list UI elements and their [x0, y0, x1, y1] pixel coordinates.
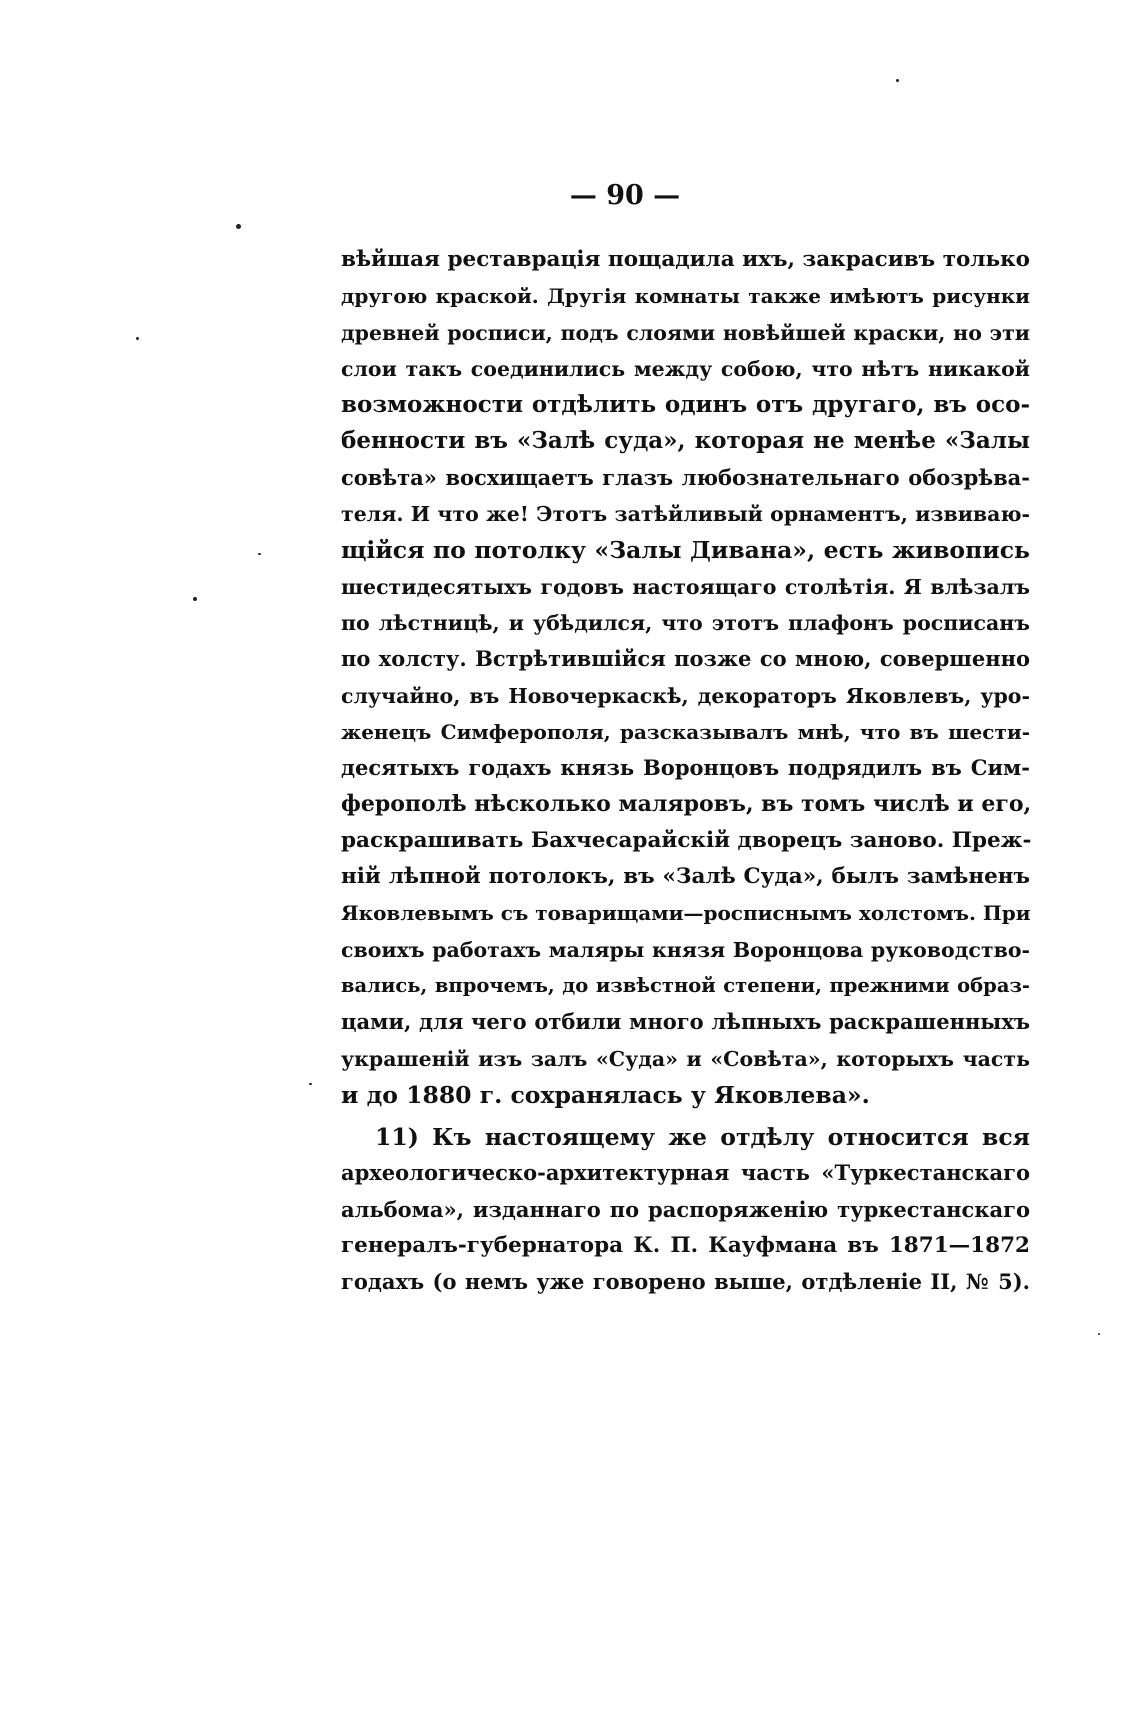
text-line: своихъ работахъ маляры князя Воронцова руководство-: [341, 937, 1030, 962]
paragraph-1: [341, 242, 1030, 1113]
text-line: генералъ-губернатора К. П. Кауфмана въ 1871—1872: [341, 1233, 1030, 1259]
text-line: по лѣстницѣ, и убѣдился, что этотъ плафонъ росписанъ: [341, 610, 1030, 635]
text-line: теля. И что же! Этотъ затѣйливый орнаментъ, извиваю-: [341, 502, 1030, 527]
scan-speck: [236, 224, 241, 229]
text-line: 11) Къ настоящему же отдѣлу относится вся: [375, 1123, 1030, 1152]
text-line: альбома», изданнаго по распоряженію туркестанскаго: [341, 1196, 1030, 1222]
scan-speck: [896, 79, 899, 82]
text-line: возможности отдѣлить одинъ отъ другаго, въ осо-: [341, 391, 1030, 419]
text-line: совѣта» восхищаетъ глазъ любознательнаго обозрѣва-: [341, 464, 1030, 490]
body-text: [341, 242, 1030, 1301]
text-line: щійся по потолку «Залы Дивана», есть живопись: [341, 536, 1030, 565]
scan-speck: [193, 597, 197, 601]
page-number: — 90 —: [569, 180, 681, 211]
text-line: Яковлевымъ съ товарищами—росписнымъ холстомъ. При: [341, 901, 1031, 926]
text-line: вѣйшая реставрація пощадила ихъ, закрасивъ только: [341, 247, 1030, 272]
text-line: случайно, въ Новочеркаскѣ, декораторъ Яковлевъ, уро-: [341, 683, 1030, 708]
text-line: археологическо-архитектурная часть «Туркестанскаго: [341, 1160, 1030, 1186]
paragraph-2: [341, 1119, 1030, 1300]
text-line: женецъ Симферополя, разсказывалъ мнѣ, что въ шести-: [341, 719, 1030, 744]
text-line: слои такъ соединились между собою, что нѣтъ никакой: [341, 356, 1030, 381]
text-line: украшеній изъ залъ «Суда» и «Совѣта», которыхъ часть: [341, 1046, 1030, 1071]
text-line: по холсту. Встрѣтившійся позже со мною, совершенно: [341, 646, 1030, 672]
text-line: цами, для чего отбили много лѣпныхъ раскрашенныхъ: [341, 1009, 1030, 1035]
text-line: раскрашивать Бахчесарайскій дворецъ заново. Преж-: [341, 827, 1032, 853]
text-line: другою краской. Другія комнаты также имѣютъ рисунки: [341, 284, 1030, 309]
text-line: ферополѣ нѣсколько маляровъ, въ томъ числѣ и его,: [341, 791, 1032, 818]
scan-speck: [136, 337, 139, 340]
text-line: десятыхъ годахъ князь Воронцовъ подрядилъ въ Сим-: [341, 755, 1030, 781]
text-line: шестидесятыхъ годовъ настоящаго столѣтія. Я влѣзалъ: [341, 574, 1030, 599]
text-line: годахъ (о немъ уже говорено выше, отдѣленіе II, № 5).: [341, 1269, 1030, 1295]
text-line: ній лѣпной потолокъ, въ «Залѣ Суда», былъ замѣненъ: [341, 864, 1030, 890]
text-line: бенности въ «Залѣ суда», которая не менѣе «Залы: [341, 427, 1030, 455]
text-line: вались, впрочемъ, до извѣстной степени, прежними образ-: [341, 973, 1030, 997]
text-line: и до 1880 г. сохранялась у Яковлева».: [341, 1080, 870, 1109]
scan-speck: [309, 1083, 312, 1085]
scan-speck: [1098, 1333, 1100, 1335]
scan-speck: [258, 553, 261, 555]
text-line: древней росписи, подъ слоями новѣйшей краски, но эти: [341, 320, 1030, 345]
